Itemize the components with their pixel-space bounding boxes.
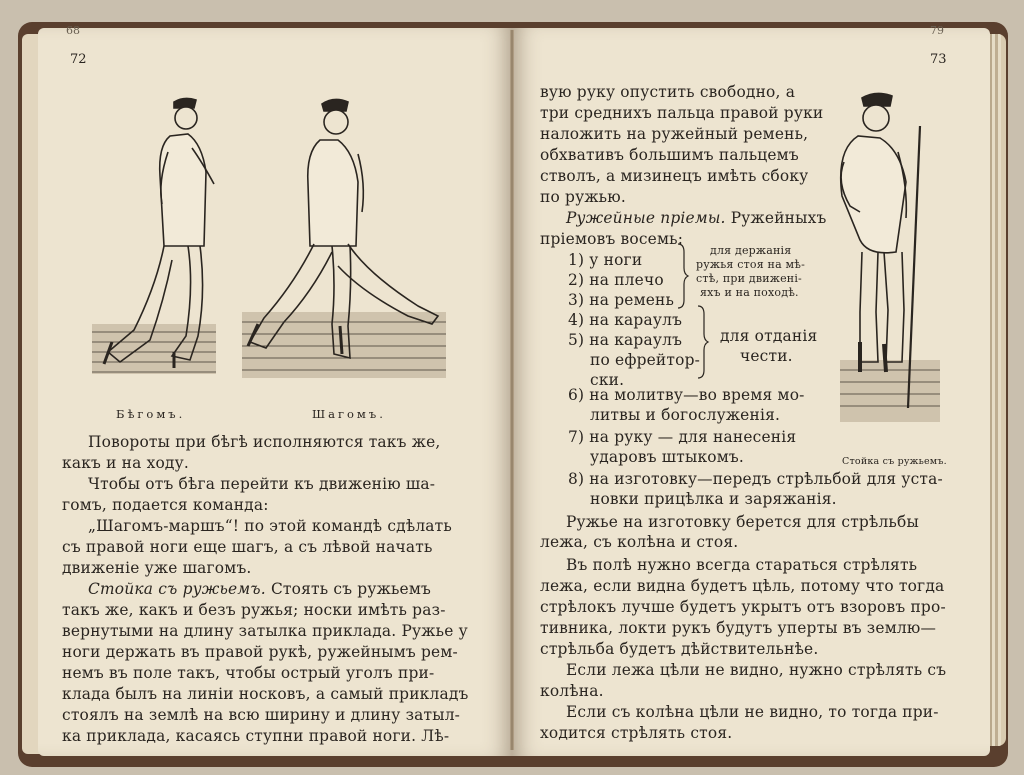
running-soldier-illustration (88, 92, 220, 384)
technique-item: 4) на караулъ (568, 311, 683, 329)
technique-item: 2) на плечо (568, 271, 664, 289)
text-line: Чтобы отъ бѣга перейти къ движенію ша- (88, 475, 436, 493)
text-line: съ правой ноги еще шагъ, а съ лѣвой начать (62, 538, 433, 556)
technique-item-6: 6) на молитву—во время мо- (568, 386, 805, 404)
figure-caption-rifle-stance: Стойка съ ружьемъ. (842, 456, 947, 467)
technique-item-6-cont: литвы и богослуженія. (590, 406, 781, 424)
text-line: стрѣльба будетъ дѣйствительнѣе. (540, 640, 819, 658)
stance-paragraph-first-line (62, 579, 431, 600)
text-line: лежа, съ колѣна и стоя. (540, 533, 739, 551)
text-line: стоялъ на землѣ на всю ширину и длину затыл- (62, 706, 461, 724)
text-line: наложить на ружейный ремень, (540, 125, 809, 143)
text-line: вую руку опустить свободно, а (540, 83, 796, 101)
text-line: ноги держать въ правой рукѣ, ружейнымъ рем- (62, 643, 458, 661)
group1-note-line: для держанія (710, 244, 792, 257)
group1-note-line: яхъ и на походѣ. (700, 286, 799, 299)
text-line: вернутыми на длину затылка приклада. Ружье у (62, 622, 468, 640)
text-line: Если съ колѣна цѣли не видно, то тогда при- (566, 703, 939, 721)
technique-item: по ефрейтор- (590, 351, 701, 369)
group2-note-line: для отданія (720, 327, 818, 345)
text-line: гомъ, подается команда: (62, 496, 269, 514)
marching-soldier-illustration (240, 94, 450, 384)
brace-group1 (676, 242, 690, 310)
right-running-head: 79 (930, 24, 944, 37)
text-line: лежа, если видна будетъ цѣль, потому что тогда (540, 577, 945, 595)
text-line: Повороты при бѣгѣ исполняются такъ же, (88, 433, 441, 451)
group1-note-line: стѣ, при движені- (696, 272, 802, 285)
text-line: по ружью. (540, 188, 626, 206)
text-line: пріемовъ восемь: (540, 230, 684, 248)
text-line: клада былъ на линіи носковъ, а самый прикладъ (62, 685, 469, 703)
techniques-heading-rest: Ружейныхъ (725, 209, 827, 227)
text-line: Если лежа цѣли не видно, нужно стрѣлять съ (566, 661, 947, 679)
techniques-heading-line (540, 208, 826, 229)
text-line: три среднихъ пальца правой руки (540, 104, 824, 122)
technique-item-7-cont: ударовъ штыкомъ. (590, 448, 744, 466)
text-line: тивника, локти рукъ будутъ уперты въ землю— (540, 619, 937, 637)
technique-item: 3) на ремень (568, 291, 675, 309)
technique-item-7: 7) на руку — для нанесенія (568, 428, 797, 446)
right-page-number: 73 (930, 52, 947, 67)
text-line: движеніе уже шагомъ. (62, 559, 252, 577)
left-page-number: 72 (70, 52, 87, 67)
technique-item: 5) на караулъ (568, 331, 683, 349)
text-line: Ружье на изготовку берется для стрѣльбы (566, 513, 919, 531)
text-line: стволъ, а мизинецъ имѣть сбоку (540, 167, 809, 185)
book-gutter (510, 30, 514, 750)
figure-caption-running: Бѣгомъ. (116, 407, 186, 421)
figure-caption-marching: Шагомъ. (312, 407, 386, 421)
technique-item: ски. (590, 371, 625, 389)
soldier-with-rifle-illustration (832, 92, 948, 432)
text-line: колѣна. (540, 682, 604, 700)
page-edges-right (990, 34, 1006, 746)
text-line: Въ полѣ нужно всегда стараться стрѣлять (566, 556, 918, 574)
group2-note-line: чести. (740, 347, 793, 365)
technique-item-8: 8) на изготовку—передъ стрѣльбой для уста- (568, 470, 943, 488)
techniques-heading: Ружейные пріемы. (566, 209, 726, 227)
text-line: ка приклада, касаясь ступни правой ноги. Лѣ- (62, 727, 450, 745)
text-line: обхвативъ большимъ пальцемъ (540, 146, 799, 164)
stance-first-line-rest: Стоять съ ружьемъ (265, 580, 432, 598)
brace-group2 (696, 304, 710, 382)
text-line: какъ и на ходу. (62, 454, 189, 472)
technique-item-8-cont: новки прицѣлка и заряжанія. (590, 490, 837, 508)
text-line: „Шагомъ-маршъ“! по этой командѣ сдѣлать (88, 517, 452, 535)
left-running-head: 68 (66, 24, 80, 37)
text-line: ходится стрѣлять стоя. (540, 724, 733, 742)
stance-heading: Стойка съ ружьемъ. (88, 580, 266, 598)
group1-note-line: ружья стоя на мѣ- (696, 258, 806, 271)
text-line: такъ же, какъ и безъ ружья; носки имѣть раз- (62, 601, 446, 619)
text-line: немъ въ поле такъ, чтобы острый уголъ при- (62, 664, 435, 682)
text-line: стрѣлокъ лучше будетъ укрытъ отъ взоровъ про- (540, 598, 946, 616)
technique-item: 1) у ноги (568, 251, 643, 269)
